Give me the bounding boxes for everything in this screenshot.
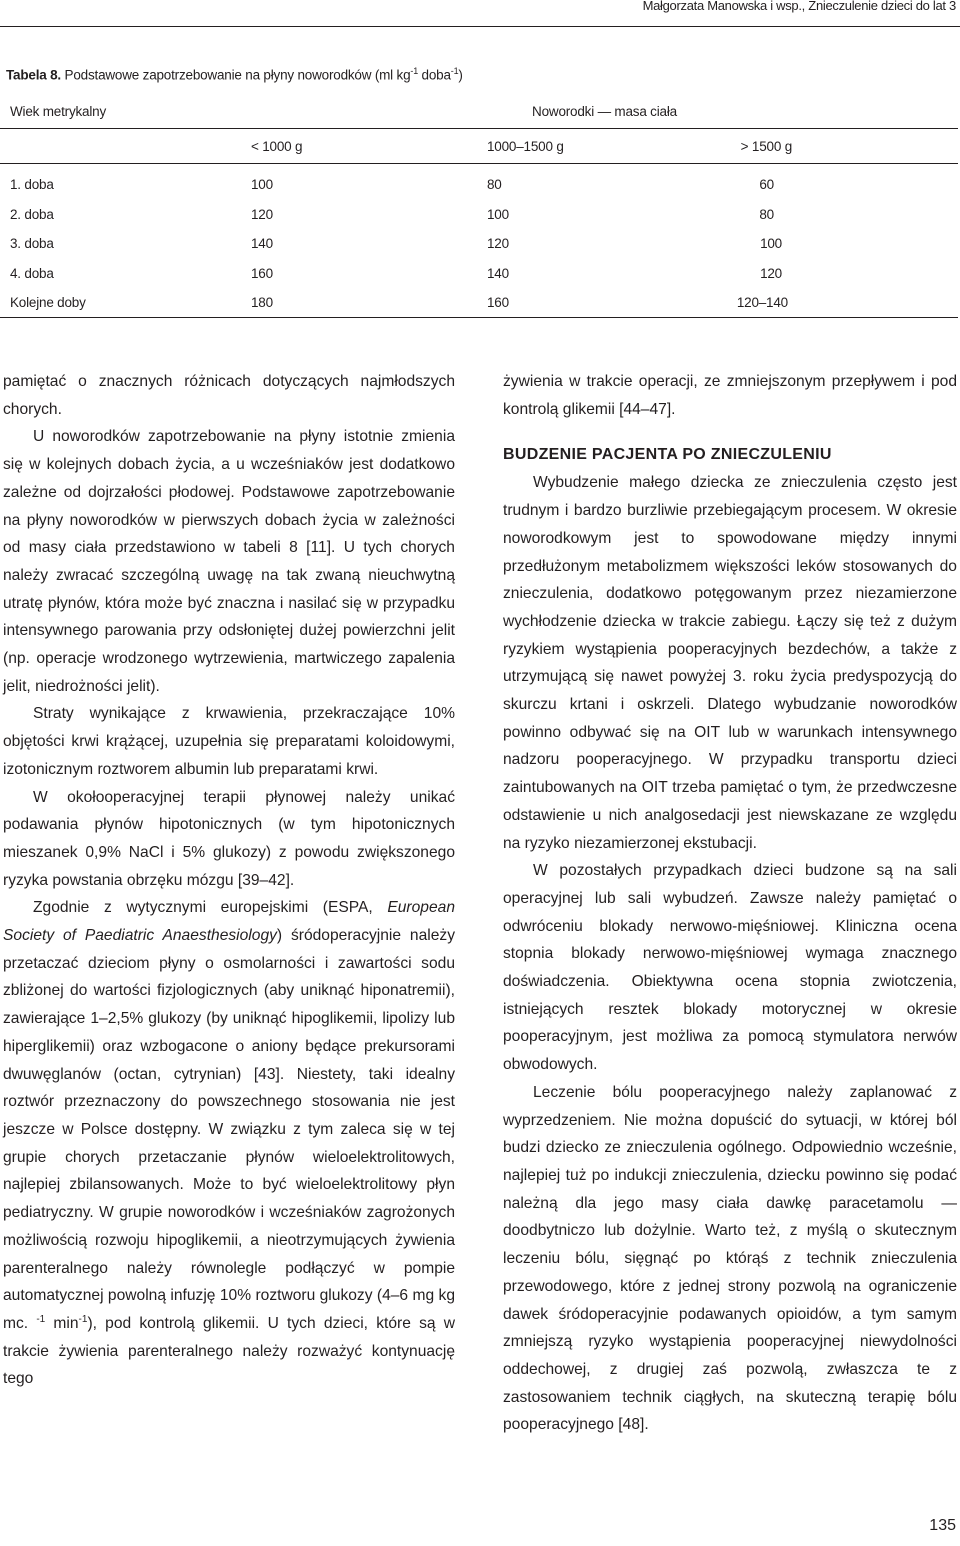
italic-term: European Society of Paediatric Anaesthesiology [3,899,455,945]
paragraph: pamiętać o znacznych różnicach dotyczących najmłodszych chorych. [3,373,455,418]
col-group-header: Noworodki — masa ciała [251,94,958,129]
table-row [0,288,958,318]
value-cell: 100 [251,177,273,193]
table-header-row [0,94,958,129]
table-row [0,259,958,289]
paragraph: żywienia w trakcie operacji, ze zmniejszonym przepływem i pod kontrolą glikemii [44–47]. [503,373,957,418]
value-cell: 80 [759,206,774,222]
value-cell: 100 [487,206,509,222]
caption-sup: -1 [450,66,459,76]
paragraph: Straty wynikające z krwawienia, przekraczające 10% objętości krwi krążącej, uzupełnia się preparatami koloidowymi, izotonicznym roztworem albumin lub preparatami krwi. [3,705,455,778]
section-heading: BUDZENIE PACJENTA PO ZNIECZULENIU [503,446,832,464]
left-text-column [3,368,455,1393]
value-cell: 140 [487,265,509,281]
paragraph: U noworodków zapotrzebowanie na płyny istotnie zmienia się w kolejnych dobach życia, a u wcześniaków jest dodatkowo zależne od dojrzałości płodowej. Podstawowe zapotrzebowanie na płyny noworodków w pierwszych dobach życia w zależności od masy ciała przedstawiono w tabeli 8 [11]. U tych chorych należy zwracać szczególną uwagę na tak zwaną nieuchwytną utratę płynów, która może być znaczna i nasilać się w przypadku intensywnego parowania przy odsłoniętej dużej powierzchni jelit (np. operacje wrodzonego wytrzewienia, martwiczego zapalenia jelit, niedrożności jelit). [3,428,455,695]
weight-header: > 1500 g [733,129,958,164]
value-cell: 120–140 [733,288,958,318]
age-cell: 3. doba [10,236,54,252]
page-number: 135 [929,1517,956,1534]
header-rule [0,26,960,27]
paragraph: W pozostałych przypadkach dzieci budzone są na sali operacyjnej lub sali wybudzeń. Zawsze należy pamiętać o odwróceniu blokady nerwowo-mięśniowej. Kliniczna ocena stopnia blokady nerwowo-mięśniowej wymaga znacznego doświadczenia. Obiektywna ocena stopnia zwiotczenia, istniejących resztek blokady motorycznej w okresie pooperacyjnym, jest możliwa za pomocą stymulatora nerwów obwodowych. [503,862,957,1074]
age-cell: 2. doba [10,206,54,222]
value-cell: 180 [251,288,487,318]
table-subheader-row [0,129,958,164]
caption-sup: -1 [410,66,418,76]
value-cell: 60 [759,177,774,193]
caption-mid: doba [418,67,451,83]
value-cell: 160 [487,288,733,318]
caption-end: ) [458,67,463,83]
table-caption [6,66,463,83]
paragraph-text: min [45,1314,79,1332]
value-cell: 140 [251,236,273,252]
paragraph: Leczenie bólu pooperacyjnego należy zaplanować z wyprzedzeniem. Nie można dopuścić do sytuacji, w której ból budzi dziecko ze znieczulenia ogólnego. Odpowiednio wcześnie, najlepiej tuż po indukcji znieczulenia, dziecku powinno się podać należną dla jego masy ciała dawkę paracetamolu — doodbytniczo lub dożylnie. Warto też, z myślą o skutecznym leczeniu bólu, sięgnąć po którąś z technik znieczulenia przewodowego, które z jednej strony pozwolą na ograniczenie dawek śródoperacyjnie podawanych opioidów, a tym samym zmniejszą ryzyko wystąpienia pooperacyjnej niewydolności oddechowej, z drugiej zaś pozwolą, zwłaszcza te z zastosowaniem technik ciągłych, na skuteczną terapię bólu pooperacyjnego [48]. [503,1083,957,1434]
value-cell: 100 [760,236,782,252]
col-age-header: Wiek metrykalny [0,94,251,129]
paragraph-text: ), pod kontrolą glikemii. U tych dzieci, które są w trakcie żywienia parenteralnego należy rozważyć kontynuację tego [3,1314,455,1388]
value-cell: 120 [251,206,273,222]
fluid-requirements-table [0,94,958,318]
caption-text: Podstawowe zapotrzebowanie na płyny noworodków (ml kg [64,67,411,83]
paragraph-text: Zgodnie z wytycznymi europejskimi (ESPA, [33,899,388,917]
table-row [0,164,958,200]
value-cell: 120 [760,265,782,281]
superscript: -1 [78,1313,88,1325]
age-cell: 4. doba [10,265,54,281]
running-header: Małgorzata Manowska i wsp., Znieczulenie dzieci do lat 3 [642,0,956,13]
table-row [0,229,958,259]
table-row [0,200,958,230]
table-label: Tabela 8. [6,67,61,83]
weight-header: < 1000 g [251,129,487,164]
age-cell: Kolejne doby [0,288,251,318]
weight-header: 1000–1500 g [487,129,733,164]
paragraph: Wybudzenie małego dziecka ze znieczulenia często jest trudnym i bardzo burzliwie przebiegającym procesem. W okresie noworodkowym jest to spowodowane między innymi przedłużonym metabolizmem większości leków stosowanych do znieczulenia, dodatkowo potęgowanym przez niezamierzone wychłodzenie dziecka w trakcie zabiegu. Łączy się też z dużym ryzykiem wystąpienia pooperacyjnych bezdechów, a także z utrzymującą się nawet powyżej 3. roku życia predyspozycją do skurczu krtani i oskrzeli. Dlatego wybudzanie noworodków powinno odbywać się na OIT lub w warunkach intensywnego nadzoru pooperacyjnego. W przypadku transportu dzieci zaintubowanych na OIT trzeba pamiętać o tym, że przedwczesne odstawienie u nich analgosedacji jest niewskazane ze względu na ryzyko niezamierzonej ekstubacji. [503,474,957,852]
right-text-column [503,368,957,1439]
value-cell: 120 [487,236,509,252]
paragraph: W okołooperacyjnej terapii płynowej należy unikać podawania płynów hipotonicznych (w tym hipotonicznych mieszanek 0,9% NaCl i 5% glukozy) z powodu zwiększonego ryzyka powstania obrzęku mózgu [39–42]. [3,788,455,889]
value-cell: 80 [487,177,502,193]
superscript: -1 [36,1313,46,1325]
paragraph-text: ) śródoperacyjnie należy przetaczać dzieciom płyny o osmolarności i zawartości sodu zbliżonej do wartości fizjologicznych (aby uniknąć hiponatremii), zawierające 1–2,5% glukozy (by uniknąć hipoglikemii, lipolizy lub hiperglikemii) oraz wzbogacone o aniony będące prekursorami dwuwęglanów (octan, cytrynian) [43]. Niestety, taki idealny roztwór przeznaczony do powszechnego stosowania nie jest jeszcze w Polsce dostępny. W związku z tym zaleca się w tej grupie chorych przetaczanie płynów wieloelektrolitowych, najlepiej zbilansowanych. Może to być wieloelektrolitowy płyn pediatryczny. W grupie noworodków i wcześniaków zagrożonych możliwością rozwoju hipoglikemii, a nieotrzymujących żywienia parenteralnego należy równolegle podłączyć w pompie automatycznej powolną infuzję 10% roztworu glukozy (4–6 mg kg mc. [3,927,455,1332]
paragraph [3,894,455,1393]
value-cell: 160 [251,265,273,281]
age-cell: 1. doba [10,177,54,193]
